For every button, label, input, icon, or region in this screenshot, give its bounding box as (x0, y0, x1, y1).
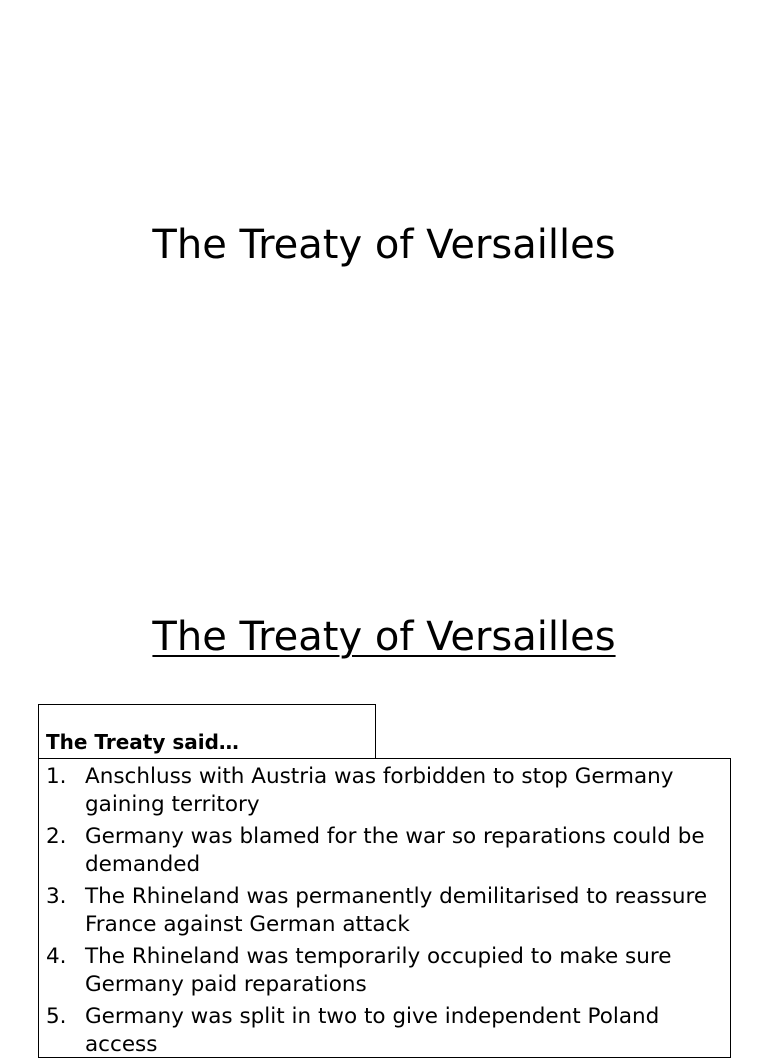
list-item (46, 883, 718, 939)
list-item-number: 5. (46, 1004, 67, 1029)
list-item-number: 3. (46, 884, 67, 909)
list-item-text: The Rhineland was permanently demilitarised to reassure France against German attack (85, 884, 708, 937)
list-item (46, 943, 718, 999)
list-item-number: 2. (46, 824, 67, 849)
table-header-box (38, 704, 376, 760)
list-item (46, 763, 718, 819)
table-header-label: The Treaty said… (46, 730, 239, 754)
list-item-text: Germany was blamed for the war so reparations could be demanded (85, 824, 705, 877)
list-item (46, 823, 718, 879)
terms-list (46, 763, 718, 1063)
list-item-number: 1. (46, 764, 67, 789)
slide-title: The Treaty of Versailles (152, 222, 616, 268)
list-item-number: 4. (46, 944, 67, 969)
list-item-text: The Rhineland was temporarily occupied to make sure Germany paid reparations (85, 944, 672, 997)
list-item-text: Germany was split in two to give independent Poland access (85, 1004, 660, 1057)
slide-heading: The Treaty of Versailles (152, 614, 616, 660)
terms-list-box (38, 758, 731, 1058)
list-item-text: Anschluss with Austria was forbidden to stop Germany gaining territory (85, 764, 674, 817)
list-item (46, 1003, 718, 1059)
